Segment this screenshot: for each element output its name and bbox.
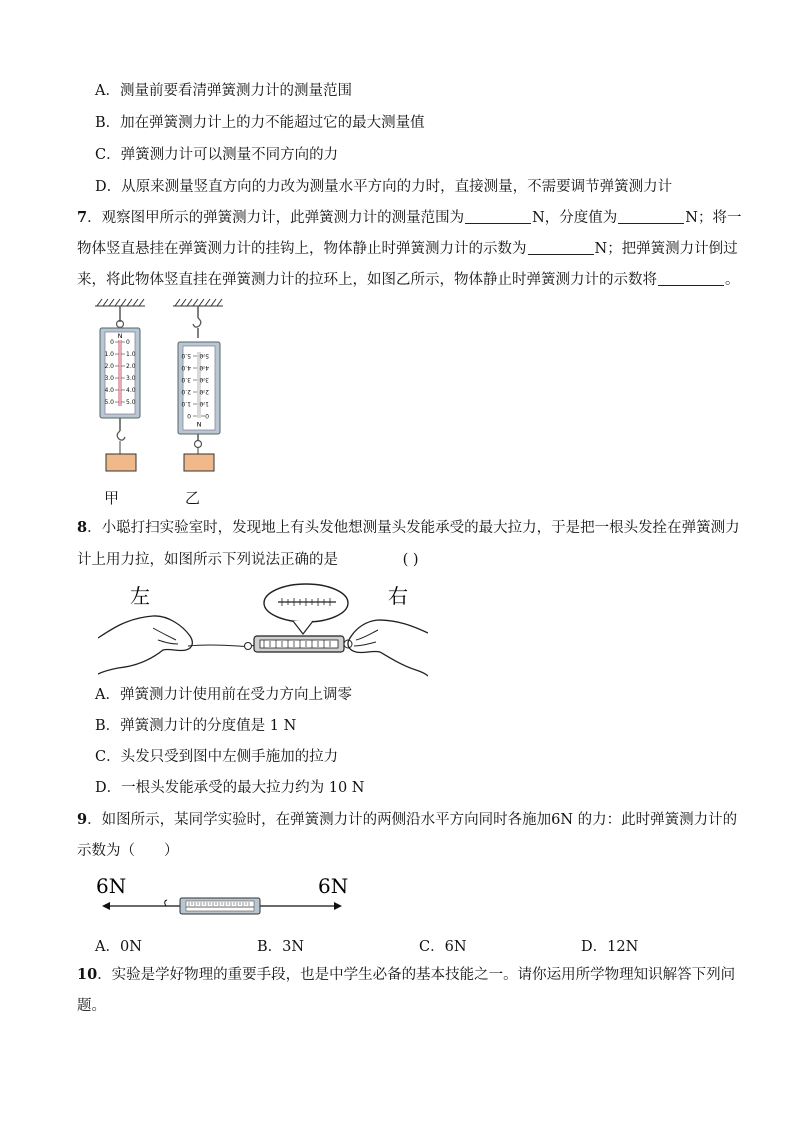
svg-text:4.0: 4.0 — [181, 364, 191, 371]
svg-text:4.0: 4.0 — [126, 387, 136, 394]
q7-line-3: 来，将此物体竖直挂在弹簧测力计的拉环上，如图乙所示，物体静止时弹簧测力计的示数将 。 — [77, 272, 740, 288]
svg-text:0: 0 — [205, 412, 209, 419]
svg-text:2.0: 2.0 — [181, 388, 191, 395]
left-label: 左 — [130, 584, 150, 608]
svg-text:5.0: 5.0 — [104, 399, 114, 406]
svg-text:1.0: 1.0 — [126, 351, 136, 358]
q8-option-c: C．头发只受到图中左侧手施加的拉力 — [95, 749, 339, 765]
q7-line-2: 物体竖直悬挂在弹簧测力计的挂钩上，物体静止时弹簧测力计的示数为 N；把弹簧测力计倒过 — [77, 241, 738, 257]
q10-number: 10 — [77, 966, 98, 983]
right-hand — [348, 620, 428, 676]
q6-option-c: C．弹簧测力计可以测量不同方向的力 — [95, 147, 339, 163]
caption-yi: 乙 — [185, 489, 201, 507]
svg-text:5.0: 5.0 — [126, 399, 136, 406]
q9-option-c: C．6N — [419, 939, 467, 955]
svg-text:4.0: 4.0 — [199, 364, 209, 371]
scale-unit-label-jia: N — [117, 332, 123, 340]
svg-text:1.0: 1.0 — [104, 351, 114, 358]
left-hand — [98, 616, 192, 674]
q8-answer-paren: ( ) — [402, 552, 419, 568]
q10-line-1: 10．实验是学好物理的重要手段，也是中学生必备的基本技能之一。请你运用所学物理知识解答下列问 — [77, 966, 736, 983]
svg-text:1.0: 1.0 — [181, 400, 191, 407]
q8-number: 8 — [77, 519, 88, 536]
svg-text:2.0: 2.0 — [199, 388, 209, 395]
svg-text:5.0: 5.0 — [181, 352, 191, 359]
q9-number: 9 — [77, 811, 88, 828]
q8-line-1: 8．小聪打扫实验室时，发现地上有头发他想测量头发能承受的最大拉力，于是把一根头发拴在弹簧测力 — [77, 519, 740, 536]
q8-hair-pull-figure — [98, 578, 428, 678]
left-arrow-head — [102, 902, 110, 910]
q9-line-2: 示数为（ ） — [77, 843, 179, 859]
q6-option-a: A．测量前要看清弹簧测力计的测量范围 — [95, 83, 352, 99]
right-force-label: 6N — [318, 874, 349, 898]
ceiling-hatch-left — [95, 299, 145, 306]
svg-text:1.0: 1.0 — [199, 400, 209, 407]
q9-option-a: A．0N — [95, 939, 142, 955]
svg-text:3.0: 3.0 — [181, 376, 191, 383]
q7-blank-range — [465, 209, 531, 224]
left-force-label: 6N — [96, 874, 127, 898]
svg-text:4.0: 4.0 — [104, 387, 114, 394]
weight-block-jia — [106, 454, 136, 471]
svg-text:3.0: 3.0 — [126, 375, 136, 382]
svg-text:0: 0 — [187, 412, 191, 419]
q9-option-b: B．3N — [257, 939, 305, 955]
svg-text:0: 0 — [126, 339, 130, 346]
svg-text:3.0: 3.0 — [199, 376, 209, 383]
q7-blank-division — [618, 209, 684, 224]
q9-line-1: 9．如图所示，某同学实验时，在弹簧测力计的两侧沿水平方向同时各施加6N 的力：此时弹簧测力计的 — [77, 811, 738, 828]
weight-block-yi — [184, 454, 214, 471]
q8-line-2: 计上用力拉，如图所示下列说法正确的是 ( ) — [77, 552, 419, 568]
q8-option-a: A．弹簧测力计使用前在受力方向上调零 — [95, 687, 352, 703]
spring-scale-yi — [178, 306, 220, 471]
q7-number: 7 — [77, 209, 88, 226]
caption-jia: 甲 — [104, 489, 120, 507]
q6-option-b: B．加在弹簧测力计上的力不能超过它的最大测量值 — [95, 115, 425, 131]
svg-text:2.0: 2.0 — [104, 363, 114, 370]
svg-text:2.0: 2.0 — [126, 363, 136, 370]
spring-scale-jia — [100, 306, 140, 471]
q9-force-figure — [94, 872, 354, 922]
scale-unit-label-yi: N — [196, 420, 202, 428]
ceiling-hatch-right — [173, 299, 223, 306]
q9-option-d: D．12N — [581, 939, 639, 955]
right-arrow-head — [334, 902, 342, 910]
q7-blank-change — [658, 271, 724, 286]
q7-spring-scale-figure — [85, 296, 245, 481]
q8-option-d: D．一根头发能承受的最大拉力约为 10 N — [95, 780, 365, 796]
q7-line-1: 7．观察图甲所示的弹簧测力计，此弹簧测力计的测量范围为 N，分度值为 N；将一 — [77, 209, 742, 226]
svg-text:0: 0 — [110, 339, 114, 346]
q6-option-d: D．从原来测量竖直方向的力改为测量水平方向的力时，直接测量，不需要调节弹簧测力计 — [95, 179, 673, 195]
svg-text:3.0: 3.0 — [104, 375, 114, 382]
q10-line-2: 题。 — [77, 998, 106, 1014]
svg-text:5.0: 5.0 — [199, 352, 209, 359]
right-label: 右 — [388, 584, 408, 608]
q8-option-b: B．弹簧测力计的分度值是 1 N — [95, 718, 297, 734]
q7-blank-reading — [528, 240, 594, 255]
